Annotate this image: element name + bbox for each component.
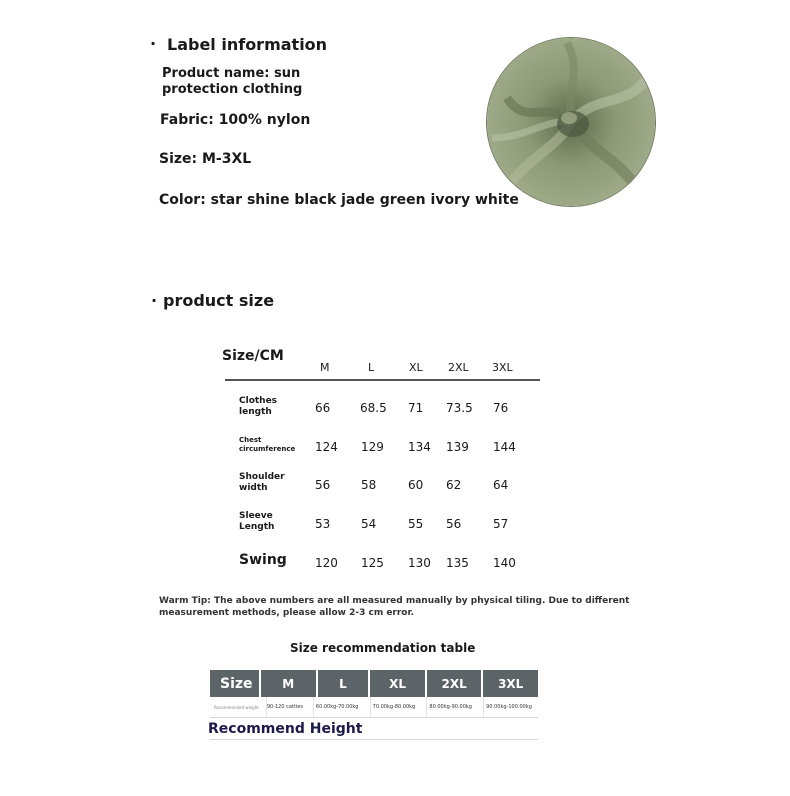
header-divider [225,379,540,381]
cell-value: 57 [493,517,509,531]
cell-value: 139 [446,440,469,454]
row-label-clothes-length-2: length [239,407,272,417]
cell-value: 130 [408,556,431,570]
rec-weight-label: Recommended weight [210,697,267,717]
cell-value: 54 [361,517,377,531]
recommend-height-label: Recommend Height [208,721,363,737]
cell-value: 66 [315,401,331,415]
cell-value: 58 [361,478,377,492]
row-label-chest-2: circumference [239,445,296,453]
rec-header-2xl: 2XL [427,670,484,697]
rec-header-m: M [261,670,318,697]
col-header-l: L [368,361,375,374]
cell-value: 140 [493,556,516,570]
rec-header-l: L [318,670,371,697]
warm-tip-line1: Warm Tip: The above numbers are all measured manually by physical tiling. Due to different [159,596,630,606]
label-info-title: Label information [167,35,328,54]
rec-header-3xl: 3XL [498,676,524,691]
cell-value: 56 [315,478,331,492]
rec-header-xl: XL [370,670,427,697]
row-label-shoulder-2: width [239,483,268,493]
cell-value: 125 [361,556,384,570]
product-name-line1: Product name: sun [162,66,301,81]
row-label-sleeve-1: Sleeve [239,511,273,521]
row-label-chest-1: Chest [239,436,262,444]
size-unit-label: Size/CM [222,348,284,364]
product-name-line2: protection clothing [162,82,303,97]
cell-value: 56 [446,517,462,531]
fabric-swirl-photo [487,38,655,206]
row-label-sleeve-2: Length [239,522,275,532]
recommendation-weight-row [210,697,538,718]
row-label-clothes-length-1: Clothes [239,396,278,406]
rec-weight-cell: 80.00kg-90.00kg [427,697,484,717]
cell-value: 62 [446,478,462,492]
cell-value: 76 [493,401,509,415]
fabric-line: Fabric: 100% nylon [160,112,311,128]
rec-weight-cell: 90.00kg-100.00kg [486,704,532,710]
rec-header-size: Size [210,670,261,697]
cell-value: 135 [446,556,469,570]
row-label-swing: Swing [239,552,287,568]
cell-value: 55 [408,517,424,531]
color-line: Color: star shine black jade green ivory white [159,192,519,208]
size-line: Size: M-3XL [159,151,252,167]
product-size-title: product size [163,291,275,310]
label-info-bullet: · [150,34,157,53]
cell-value: 73.5 [446,401,473,415]
cell-value: 64 [493,478,509,492]
cell-value: 129 [361,440,384,454]
rec-weight-cell: 70.00kg-80.00kg [371,697,428,717]
recommendation-title: Size recommendation table [290,641,476,655]
col-header-xl: XL [409,361,423,374]
col-header-3xl: 3XL [492,361,513,374]
rec-weight-cell: 90-120 catties [267,697,314,717]
cell-value: 144 [493,440,516,454]
cell-value: 120 [315,556,338,570]
cell-value: 134 [408,440,431,454]
cell-value: 68.5 [360,401,387,415]
cell-value: 60 [408,478,424,492]
product-size-bullet: · [151,291,158,310]
rec-weight-cell: 60.00kg-70.00kg [314,697,371,717]
cell-value: 71 [408,401,424,415]
col-header-m: M [320,361,330,374]
col-header-2xl: 2XL [448,361,469,374]
recommendation-header-row [210,670,538,697]
cell-value: 53 [315,517,331,531]
row-label-shoulder-1: Shoulder [239,472,285,482]
cell-value: 124 [315,440,338,454]
warm-tip-line2: measurement methods, please allow 2-3 cm error. [159,608,415,618]
